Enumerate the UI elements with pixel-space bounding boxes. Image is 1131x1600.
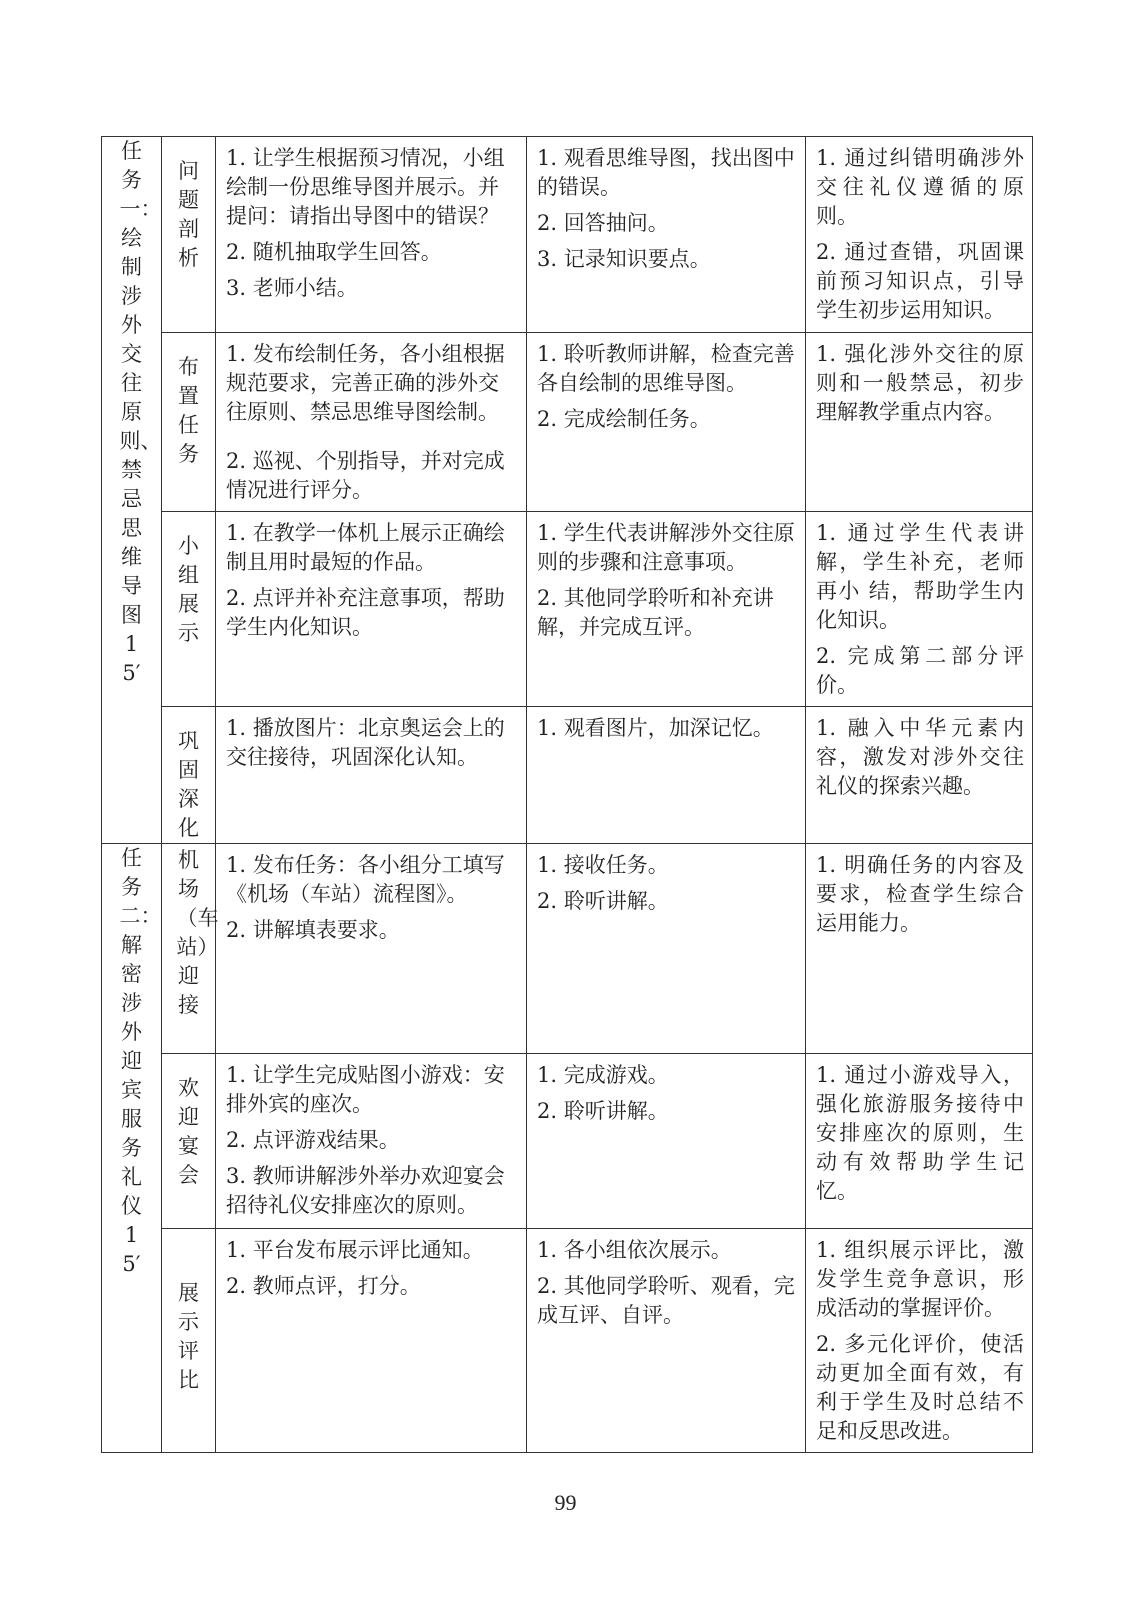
student-activity: 1. 观看思维导图，找出图中的错误。 — [537, 146, 795, 199]
teacher-activity: 2. 巡视、个别指导，并对完成情况进行评分。 — [226, 449, 505, 502]
teacher-activity: 1. 平台发布展示评比通知。 — [226, 1238, 484, 1262]
step-name-cell — [162, 333, 216, 512]
table-row — [102, 137, 1033, 333]
table-row — [102, 1054, 1033, 1229]
teacher-activity: 3. 教师讲解涉外举办欢迎宴会招待礼仪安排座次的原则。 — [226, 1164, 505, 1217]
step-name-cell — [162, 137, 216, 333]
step-name-cell — [162, 844, 219, 1054]
design-intent: 1. 通过小游戏导入，强化旅游服务接待中安排座次的原则，生动有效帮助学生记忆。 — [816, 1063, 1024, 1203]
lesson-plan-table — [101, 136, 1033, 1453]
task1-label: 任务一：绘制涉外交往原则、禁忌思维导图15′ — [119, 139, 162, 685]
teacher-activity: 2. 点评并补充注意事项，帮助学生内化知识。 — [226, 586, 505, 639]
teacher-activity-cell — [216, 707, 527, 844]
table-row — [102, 1229, 1033, 1453]
student-activity: 1. 观看图片，加深记忆。 — [537, 716, 774, 740]
teacher-activity-cell — [216, 844, 527, 1054]
page-number: 99 — [554, 1490, 577, 1515]
teacher-activity-cell — [216, 137, 527, 333]
teacher-activity: 2. 随机抽取学生回答。 — [226, 240, 442, 264]
teacher-activity: 1. 让学生根据预习情况，小组绘制一份思维导图并展示。并提问：请指出导图中的错误？ — [226, 146, 505, 228]
student-activity: 3. 记录知识要点。 — [537, 247, 711, 271]
design-intent: 1. 强化涉外交往的原则和一般禁忌，初步理解教学重点内容。 — [816, 342, 1024, 424]
design-intent-cell — [806, 333, 1033, 512]
design-intent: 1. 融入中华元素内容，激发对涉外交往礼仪的探索兴趣。 — [816, 716, 1024, 798]
design-intent-cell — [806, 512, 1033, 707]
teacher-activity: 1. 发布绘制任务，各小组根据规范要求，完善正确的涉外交往原则、禁忌思维导图绘制。 — [226, 342, 505, 424]
step-name: 欢迎宴会 — [178, 1076, 199, 1187]
student-activity-cell — [527, 707, 806, 844]
design-intent-cell — [806, 707, 1033, 844]
task2-label: 任务二：解密涉外迎宾服务礼仪15′ — [119, 846, 162, 1276]
student-activity-cell — [527, 1229, 806, 1453]
design-intent: 1. 通过学生代表讲解，学生补充，老师再小 结，帮助学生内化知识。 — [816, 521, 1024, 632]
student-activity: 2. 其他同学聆听和补充讲解，并完成互评。 — [537, 586, 774, 639]
student-activity: 2. 其他同学聆听、观看，完成互评、自评。 — [537, 1274, 795, 1327]
student-activity-cell — [527, 512, 806, 707]
table-row — [102, 844, 1033, 1054]
step-name: 展示评比 — [178, 1281, 199, 1392]
teacher-activity: 1. 播放图片：北京奥运会上的交往接待，巩固深化认知。 — [226, 716, 505, 769]
design-intent-cell — [806, 1229, 1033, 1453]
step-name: 机场（车站）迎接 — [176, 848, 219, 1017]
design-intent: 2. 通过查错，巩固课前预习知识点，引导学生初步运用知识。 — [816, 240, 1024, 322]
teacher-activity: 1. 发布任务：各小组分工填写《机场（车站）流程图》。 — [226, 853, 505, 906]
task1-label-cell — [102, 137, 162, 844]
design-intent: 2. 多元化评价，使活动更加全面有效，有利于学生及时总结不足和反思改进。 — [816, 1332, 1024, 1443]
step-name-cell — [162, 512, 216, 707]
design-intent-cell — [806, 844, 1033, 1054]
step-name: 布置任务 — [178, 355, 199, 466]
step-name-cell — [162, 1054, 216, 1229]
teacher-activity-cell — [216, 333, 527, 512]
student-activity: 1. 聆听教师讲解，检查完善各自绘制的思维导图。 — [537, 342, 795, 395]
table-row — [102, 707, 1033, 844]
student-activity-cell — [527, 333, 806, 512]
student-activity-cell — [527, 1054, 806, 1229]
student-activity-cell — [527, 137, 806, 333]
teacher-activity-cell — [216, 1054, 527, 1229]
student-activity: 1. 各小组依次展示。 — [537, 1238, 732, 1262]
step-name: 巩固深化 — [178, 729, 199, 840]
design-intent-cell — [806, 1054, 1033, 1229]
student-activity: 2. 完成绘制任务。 — [537, 407, 711, 431]
student-activity: 1. 学生代表讲解涉外交往原则的步骤和注意事项。 — [537, 521, 795, 574]
teacher-activity-cell — [216, 512, 527, 707]
step-name: 小组展示 — [178, 534, 199, 645]
teacher-activity: 2. 教师点评，打分。 — [226, 1274, 421, 1298]
task2-label-cell — [102, 844, 162, 1453]
design-intent-cell — [806, 137, 1033, 333]
student-activity: 1. 完成游戏。 — [537, 1063, 669, 1087]
student-activity: 2. 聆听讲解。 — [537, 889, 669, 913]
step-name: 问题剖析 — [178, 159, 199, 270]
table-row — [102, 333, 1033, 512]
design-intent: 1. 通过纠错明确涉外交往礼仪遵循的原则。 — [816, 146, 1024, 228]
student-activity: 1. 接收任务。 — [537, 853, 669, 877]
student-activity: 2. 聆听讲解。 — [537, 1099, 669, 1123]
step-name-cell — [162, 707, 216, 844]
table-row — [102, 512, 1033, 707]
design-intent: 1. 组织展示评比，激发学生竞争意识，形成活动的掌握评价。 — [816, 1238, 1024, 1320]
student-activity: 2. 回答抽问。 — [537, 211, 669, 235]
design-intent: 2. 完成第二部分评价。 — [816, 644, 1024, 697]
step-name-cell — [162, 1229, 216, 1453]
teacher-activity: 2. 点评游戏结果。 — [226, 1128, 400, 1152]
design-intent: 1. 明确任务的内容及要求，检查学生综合运用能力。 — [816, 853, 1024, 935]
teacher-activity: 3. 老师小结。 — [226, 276, 358, 300]
student-activity-cell — [527, 844, 806, 1054]
teacher-activity: 2. 讲解填表要求。 — [226, 918, 400, 942]
teacher-activity: 1. 在教学一体机上展示正确绘制且用时最短的作品。 — [226, 521, 505, 574]
teacher-activity-cell — [216, 1229, 527, 1453]
teacher-activity: 1. 让学生完成贴图小游戏：安排外宾的座次。 — [226, 1063, 505, 1116]
